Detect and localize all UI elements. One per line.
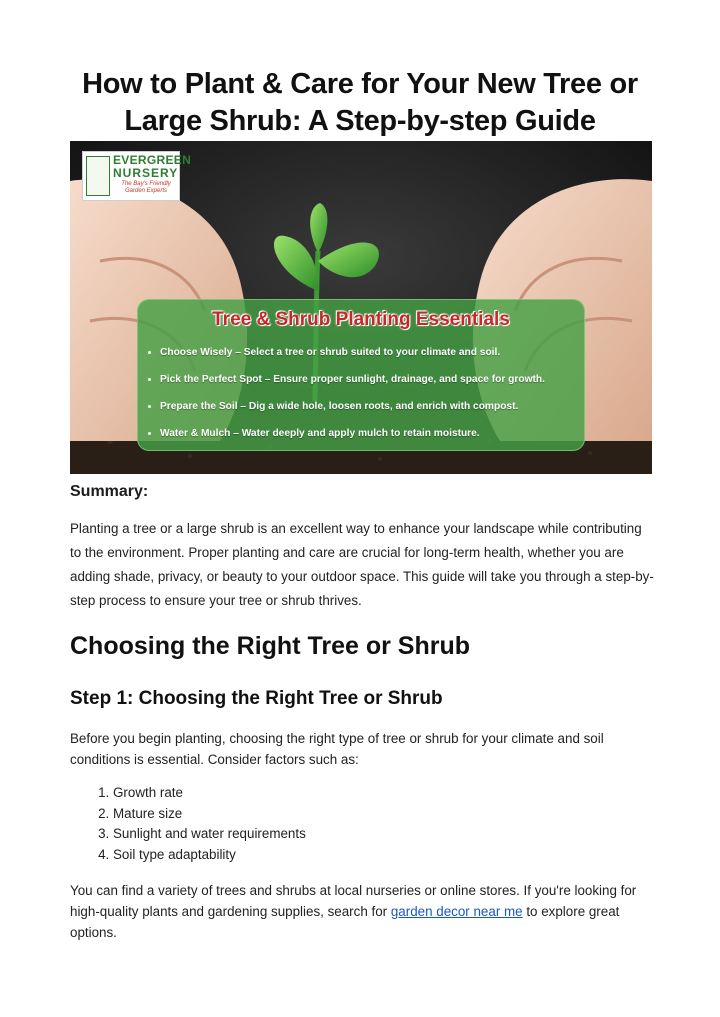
page-title: How to Plant & Care for Your New Tree or Large Shrub: A Step-by-step Guide <box>82 68 638 137</box>
summary-heading: Summary: <box>70 483 149 500</box>
nursery-emblem-icon <box>86 156 110 196</box>
summary-paragraph: Planting a tree or a large shrub is an excellent way to enhance your landscape while contributing to the environment. Proper planting and care are crucial for long-term health, whether you are adding shade, privacy, or beauty to your outdoor space. This guide will take you through a step-by-step process to ensure your tree or shrub thrives. <box>70 521 654 608</box>
section-heading: Choosing the Right Tree or Shrub <box>70 632 470 660</box>
step-heading: Step 1: Choosing the Right Tree or Shrub <box>70 688 443 709</box>
nursery-paragraph <box>70 880 655 943</box>
hero-image <box>70 141 652 474</box>
garden-decor-link[interactable]: garden decor near me <box>390 904 523 919</box>
list-item: • Pick the Perfect Spot – Ensure proper sunlight, drainage, and space for growth. <box>160 373 585 386</box>
list-item: • Water & Mulch – Water deeply and apply mulch to retain moisture. <box>160 427 585 440</box>
list-item: 3. Sunlight and water requirements <box>113 824 513 845</box>
evergreen-nursery-logo <box>82 151 192 201</box>
paragraph-text-before: You can find a variety of trees and shrubs at local nurseries or online stores. If you're looking for high-quality plants and gardening supplies, search for <box>70 883 637 919</box>
paragraph-text-after: to explore great options. <box>70 904 620 940</box>
list-item: 4. Soil type adaptability <box>113 845 513 866</box>
logo-line-2: NURSERY <box>113 166 179 180</box>
list-item: • Prepare the Soil – Dig a wide hole, loosen roots, and enrich with compost. <box>160 400 585 413</box>
factors-list <box>70 783 513 865</box>
panel-title: Tree & Shrub Planting Essentials <box>212 309 510 330</box>
essentials-panel <box>137 299 585 451</box>
list-item: 2. Mature size <box>113 804 513 825</box>
step-intro-paragraph: Before you begin planting, choosing the right type of tree or shrub for your climate and soil conditions is essential. Consider factors such as: <box>70 731 604 767</box>
logo-line-1: EVERGREEN <box>113 153 192 167</box>
list-item: • Choose Wisely – Select a tree or shrub suited to your climate and soil. <box>160 346 585 359</box>
list-item: 1. Growth rate <box>113 783 513 804</box>
logo-tagline: The Bay's Friendly Garden Experts <box>121 181 171 194</box>
essentials-list <box>148 346 585 454</box>
